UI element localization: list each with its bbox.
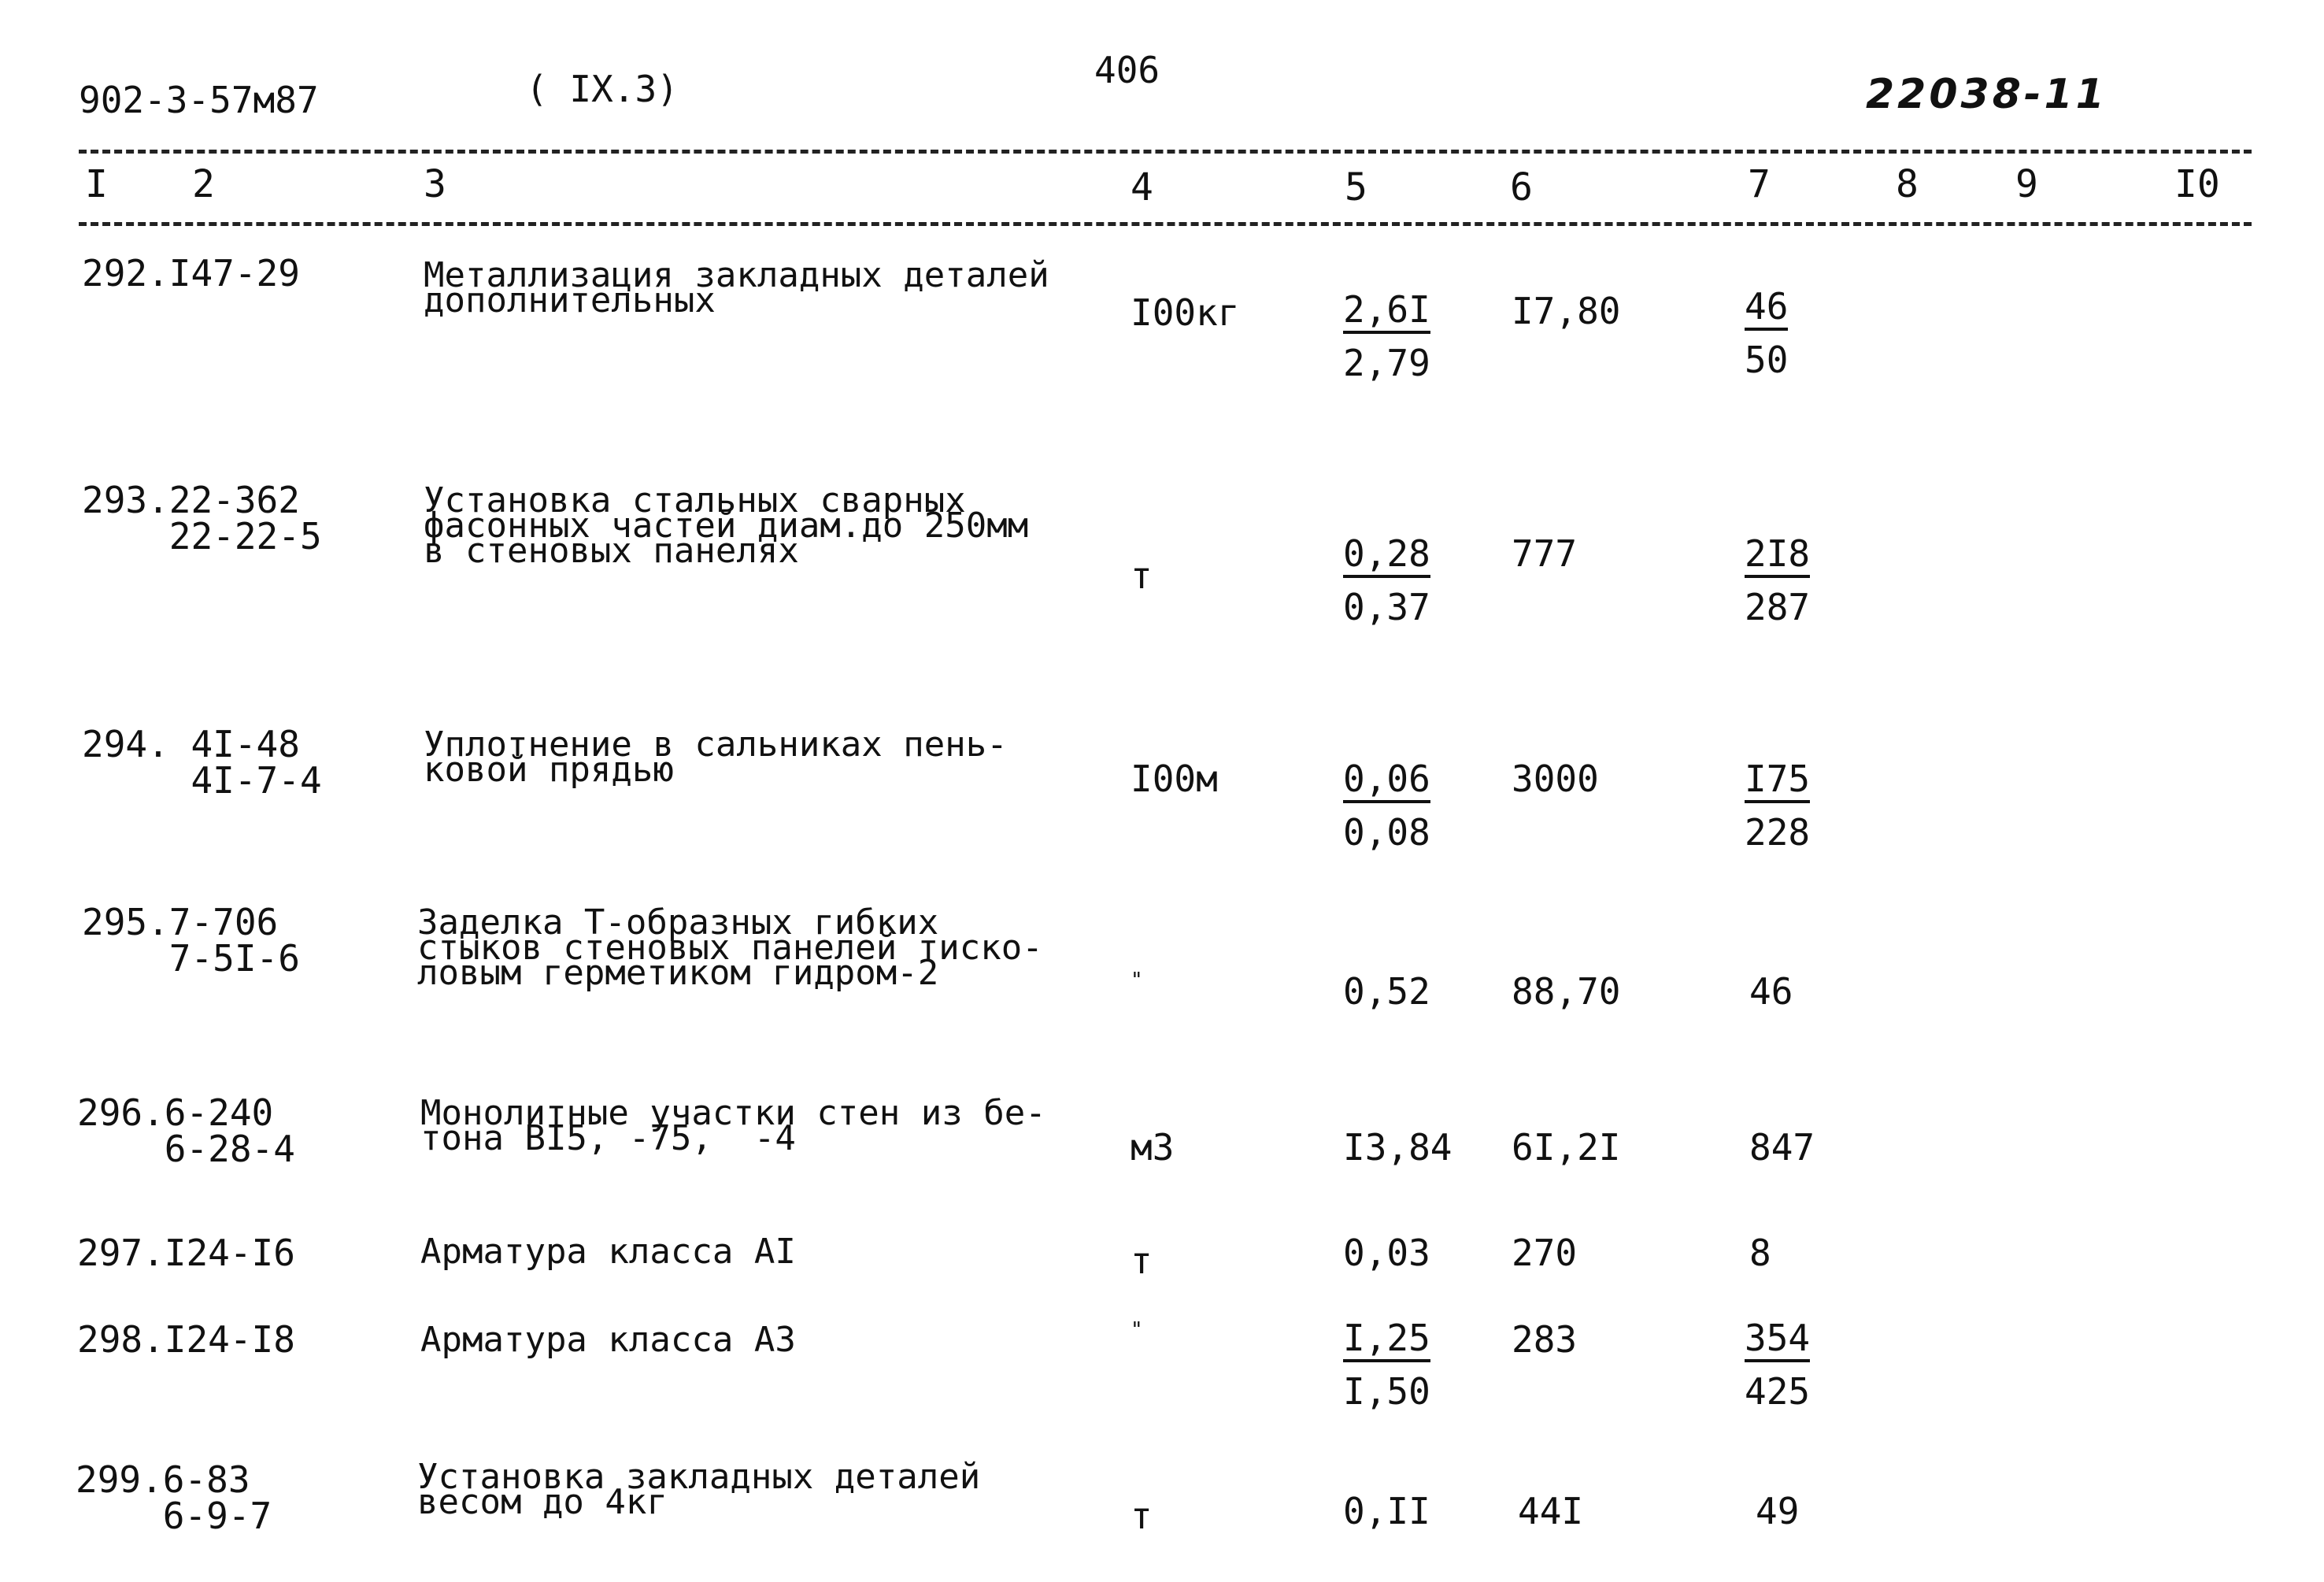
row-total-fraction	[1745, 758, 1811, 854]
row-description: Арматура класса AI	[420, 1232, 796, 1272]
quantity-bottom: 2,79	[1343, 342, 1430, 384]
row-unit-price: 283	[1512, 1318, 1578, 1361]
column-number-8: 8	[1896, 162, 1919, 206]
row-code: 297.I24-I6	[77, 1232, 295, 1274]
row-unit-price: 44I	[1518, 1490, 1584, 1532]
row-total: 49	[1756, 1490, 1800, 1532]
row-code: 294. 4I-48 4I-7-4	[82, 723, 322, 802]
total-top: I75	[1745, 761, 1810, 803]
row-unit: "	[1131, 969, 1143, 992]
row-unit: м3	[1131, 1126, 1175, 1169]
row-description: Металлизация закладных деталей дополнительных	[424, 255, 1049, 320]
row-code: 299.6-83 6-9-7	[76, 1458, 272, 1537]
row-code: 295.7-706 7-5I-6	[82, 901, 300, 980]
row-quantity-fraction	[1343, 288, 1430, 384]
row-unit: I00м	[1131, 758, 1218, 800]
row-quantity: 0,52	[1343, 970, 1430, 1013]
row-description: Установка закладных деталей весом до 4кг	[417, 1457, 981, 1522]
row-quantity-fraction	[1343, 532, 1430, 628]
row-description: Монолитные участки стен из бе- тона BI5, -75, -4	[420, 1093, 1046, 1158]
column-number-4: 4	[1131, 165, 1153, 209]
row-quantity: 0,03	[1343, 1232, 1430, 1274]
header-bottom-rule	[79, 222, 2252, 226]
row-quantity: 0,II	[1343, 1490, 1430, 1532]
handwritten-number: 22038-11	[1866, 71, 2108, 118]
quantity-bottom: 0,08	[1343, 811, 1430, 854]
quantity-top: I,25	[1343, 1320, 1430, 1362]
row-unit: т	[1131, 1239, 1153, 1282]
page-number: 406	[1094, 49, 1160, 91]
quantity-top: 2,6I	[1343, 291, 1430, 334]
total-bottom: 287	[1745, 586, 1811, 628]
row-unit-price: 270	[1512, 1232, 1578, 1274]
row-unit-price: 777	[1512, 532, 1578, 575]
row-code: 298.I24-I8	[77, 1318, 295, 1361]
row-unit: т	[1131, 1495, 1153, 1537]
quantity-bottom: 0,37	[1343, 586, 1430, 628]
total-top: 46	[1745, 288, 1788, 331]
total-bottom: 228	[1745, 811, 1811, 854]
header-top-rule	[79, 150, 2252, 154]
row-quantity-fraction	[1343, 758, 1430, 854]
column-number-2: 2	[192, 162, 215, 206]
column-number-5: 5	[1345, 165, 1367, 209]
row-total: 8	[1749, 1232, 1771, 1274]
total-top: 2I8	[1745, 535, 1810, 578]
total-bottom: 425	[1745, 1370, 1811, 1413]
row-unit: т	[1131, 554, 1153, 597]
column-number-1: I	[85, 162, 108, 206]
row-description: Установка стальных сварных фасонных частей диам.до 250мм в стеновых панелях	[424, 480, 1029, 571]
row-code: 296.6-240 6-28-4	[77, 1091, 295, 1170]
row-total-fraction	[1745, 1317, 1811, 1413]
column-number-6: 6	[1510, 165, 1533, 209]
row-total: 46	[1749, 970, 1793, 1013]
row-total: 847	[1749, 1126, 1815, 1169]
quantity-top: 0,06	[1343, 761, 1430, 803]
row-description: Арматура класса A3	[420, 1320, 796, 1360]
total-bottom: 50	[1745, 339, 1789, 381]
row-unit-price: 88,70	[1512, 970, 1621, 1013]
quantity-top: 0,28	[1343, 535, 1430, 578]
document-code: 902-3-57м87	[79, 79, 319, 121]
row-description: Заделка Т-образных гибких стыков стеновых панелей тиско- ловым герметиком гидром-2	[417, 902, 1043, 993]
row-code: 293.22-362 22-22-5	[82, 479, 322, 558]
row-unit-price: 3000	[1512, 758, 1599, 800]
row-unit-price: I7,80	[1512, 290, 1621, 332]
row-quantity-fraction	[1343, 1317, 1430, 1413]
row-total-fraction	[1745, 285, 1789, 381]
total-top: 354	[1745, 1320, 1810, 1362]
quantity-bottom: I,50	[1343, 1370, 1430, 1413]
row-unit: I00кг	[1131, 291, 1240, 334]
column-number-7: 7	[1748, 162, 1771, 206]
section-reference: ( IX.3)	[526, 68, 679, 110]
row-unit: "	[1131, 1318, 1143, 1342]
column-number-10: I0	[2174, 162, 2220, 206]
row-description: Уплотнение в сальниках пень- ковой прядью	[424, 724, 1008, 790]
row-code: 292.I47-29	[82, 252, 300, 295]
column-number-3: 3	[424, 162, 446, 206]
row-unit-price: 6I,2I	[1512, 1126, 1621, 1169]
row-quantity: I3,84	[1343, 1126, 1452, 1169]
row-total-fraction	[1745, 532, 1811, 628]
column-number-9: 9	[2015, 162, 2038, 206]
